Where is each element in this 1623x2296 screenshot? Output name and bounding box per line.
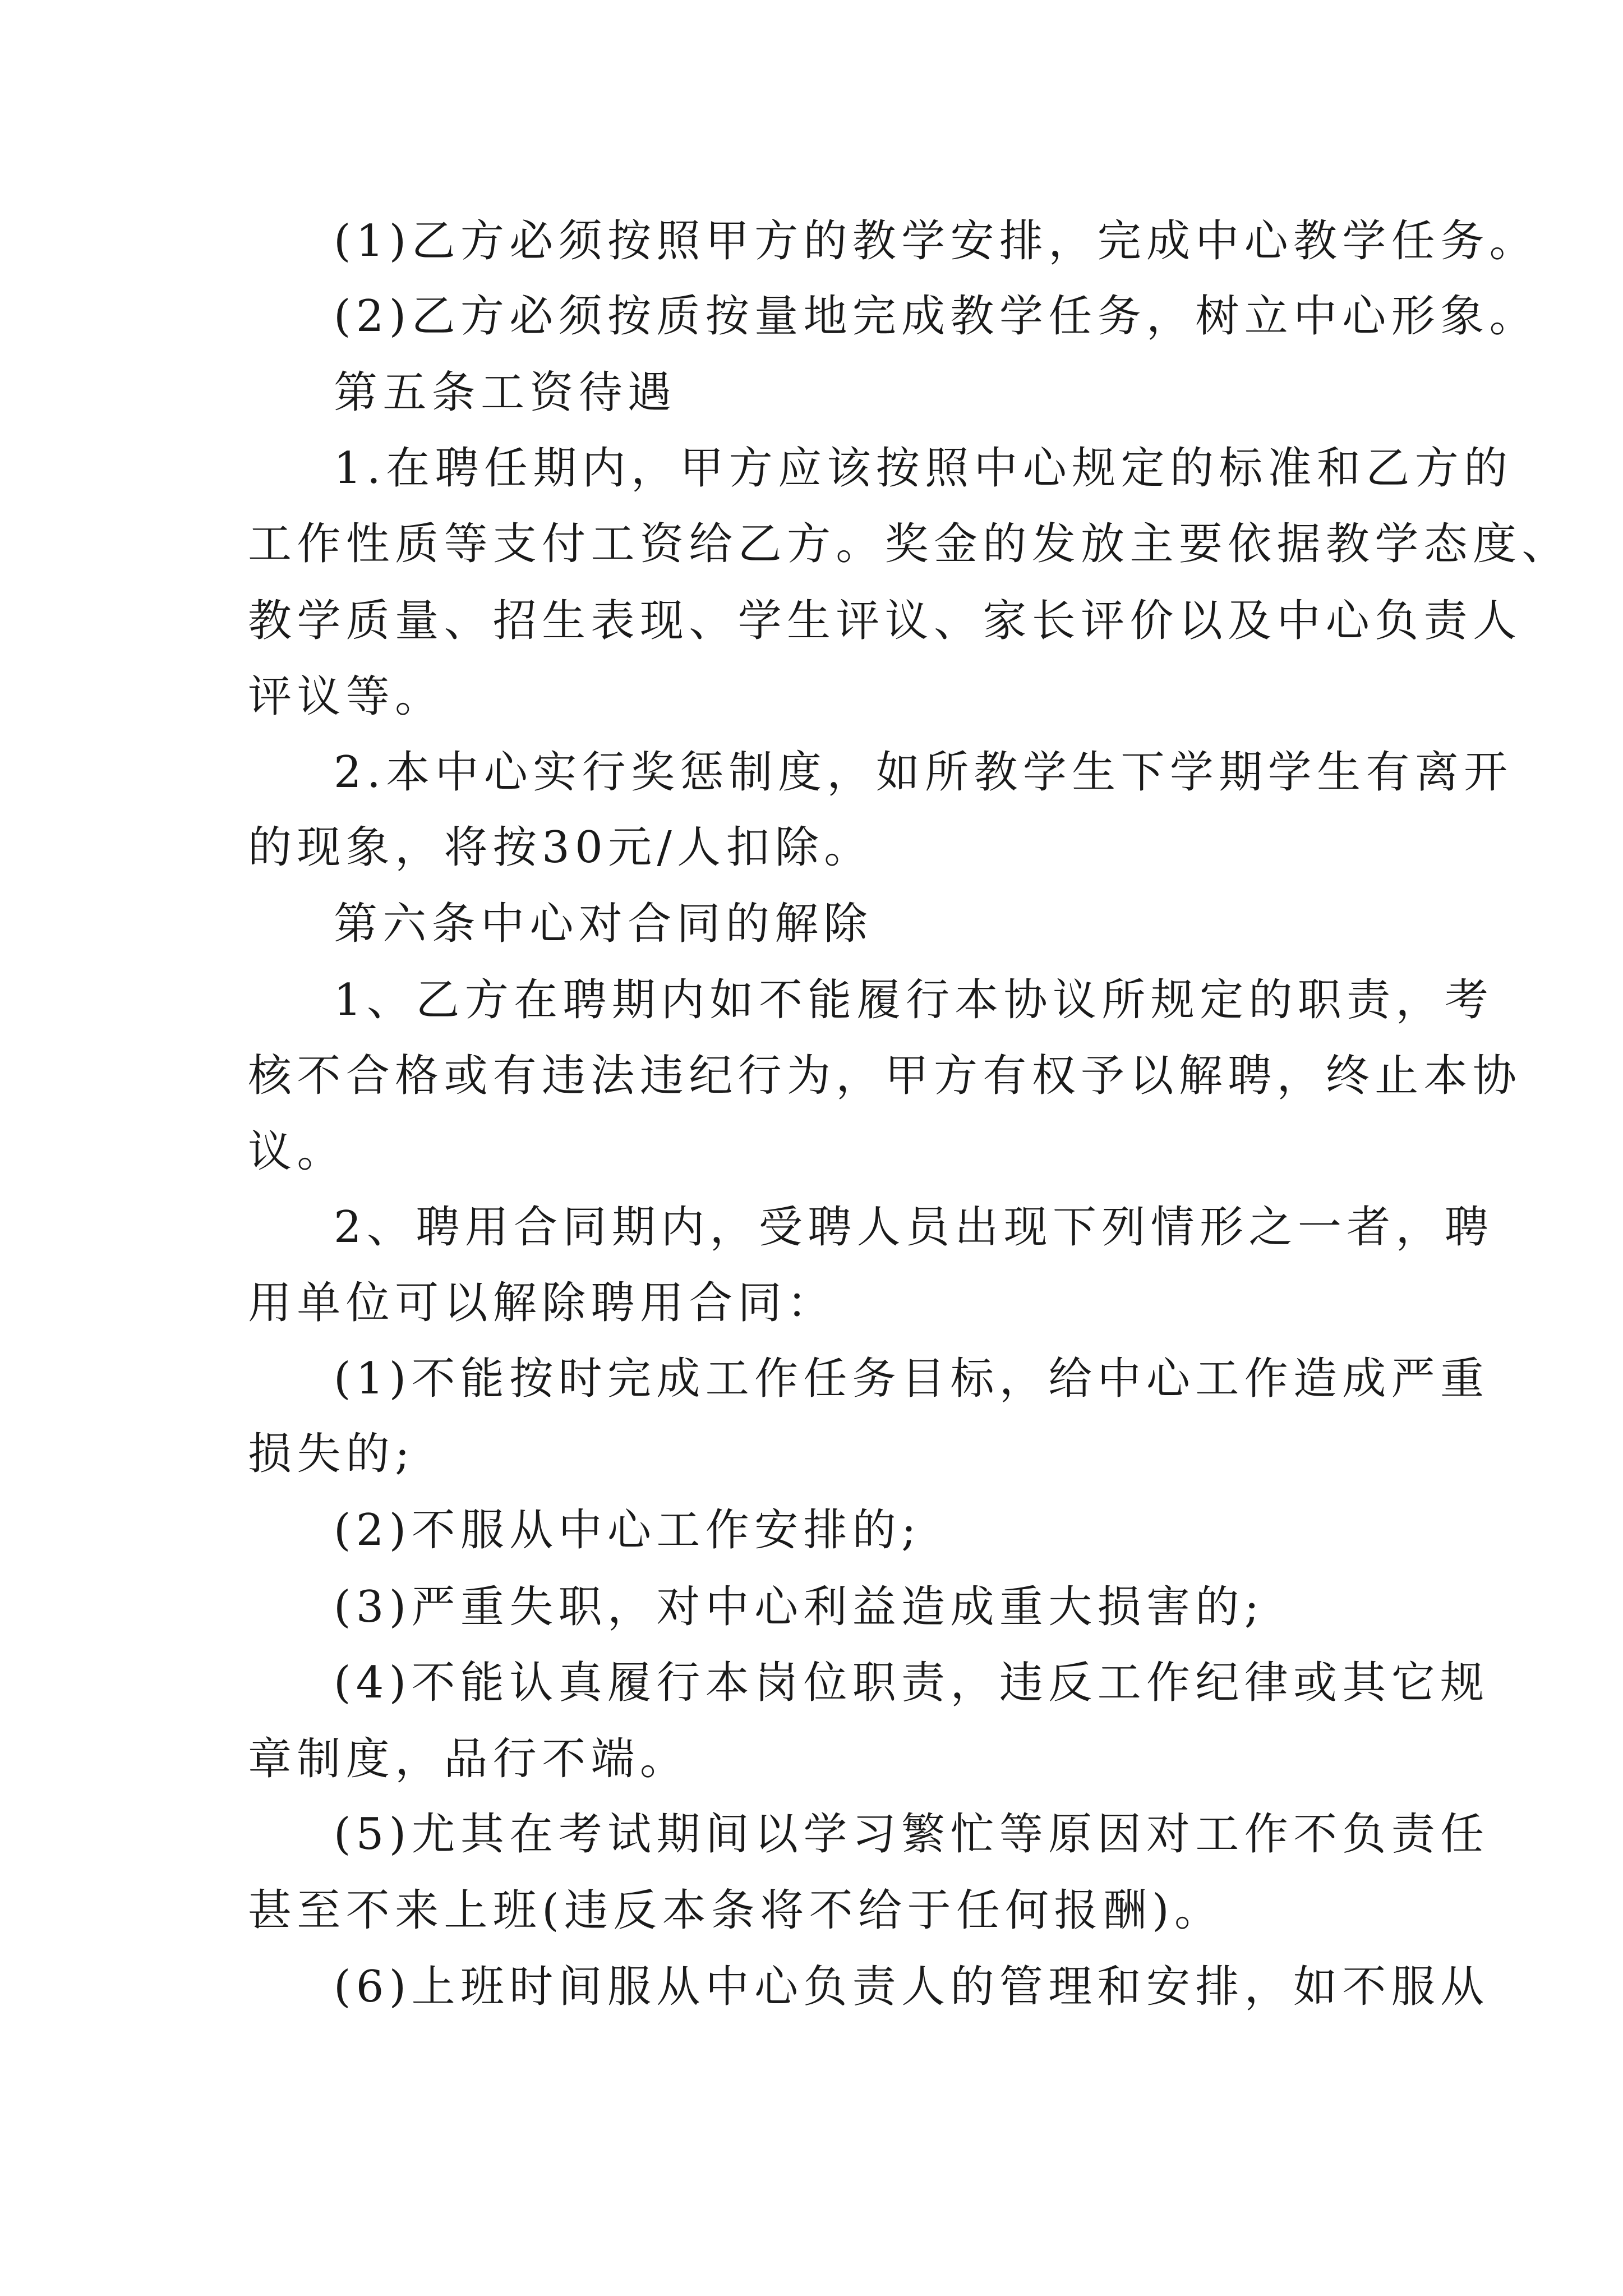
- paragraph-line: 用单位可以解除聘用合同：: [248, 1278, 836, 1328]
- paragraph-line: 工作性质等支付工资给乙方。奖金的发放主要依据教学态度、: [248, 519, 1571, 569]
- list-item-line: 甚至不来上班(违反本条将不给于任何报酬)。: [248, 1885, 1224, 1936]
- paragraph-line: (1)乙方必须按照甲方的教学安排，完成中心教学任务。: [334, 216, 1538, 266]
- paragraph-line: 议。: [248, 1126, 346, 1177]
- paragraph-line: 核不合格或有违法违纪行为，甲方有权予以解聘，终止本协: [248, 1051, 1522, 1101]
- paragraph-line: 1、乙方在聘期内如不能履行本协议所规定的职责，考: [334, 975, 1494, 1025]
- list-item-line: (6)上班时间服从中心负责人的管理和安排，如不服从: [334, 1962, 1490, 2012]
- paragraph-line: 1.在聘任期内，甲方应该按照中心规定的标准和乙方的: [334, 443, 1513, 494]
- list-item-line: (5)尤其在考试期间以学习繁忙等原因对工作不负责任: [334, 1809, 1490, 1860]
- list-item-line: (2)不服从中心工作安排的;: [334, 1505, 921, 1556]
- section-heading: 第六条中心对合同的解除: [334, 899, 873, 949]
- list-item-line: 损失的;: [248, 1429, 415, 1479]
- paragraph-line: 评议等。: [248, 671, 444, 722]
- paragraph-line: 2、聘用合同期内，受聘人员出现下列情形之一者，聘: [334, 1202, 1494, 1253]
- list-item-line: (3)严重失职，对中心利益造成重大损害的;: [334, 1582, 1265, 1632]
- list-item-line: (1)不能按时完成工作任务目标，给中心工作造成严重: [334, 1354, 1490, 1404]
- paragraph-line: (2)乙方必须按质按量地完成教学任务，树立中心形象。: [334, 291, 1538, 342]
- section-heading: 第五条工资待遇: [334, 367, 677, 418]
- paragraph-line: 教学质量、招生表现、学生评议、家长评价以及中心负责人: [248, 596, 1522, 646]
- list-item-line: 章制度，品行不端。: [248, 1734, 689, 1784]
- paragraph-line: 2.本中心实行奖惩制度，如所教学生下学期学生有离开: [334, 747, 1513, 798]
- list-item-line: (4)不能认真履行本岗位职责，违反工作纪律或其它规: [334, 1658, 1490, 1708]
- paragraph-line: 的现象，将按30元/人扣除。: [248, 822, 873, 873]
